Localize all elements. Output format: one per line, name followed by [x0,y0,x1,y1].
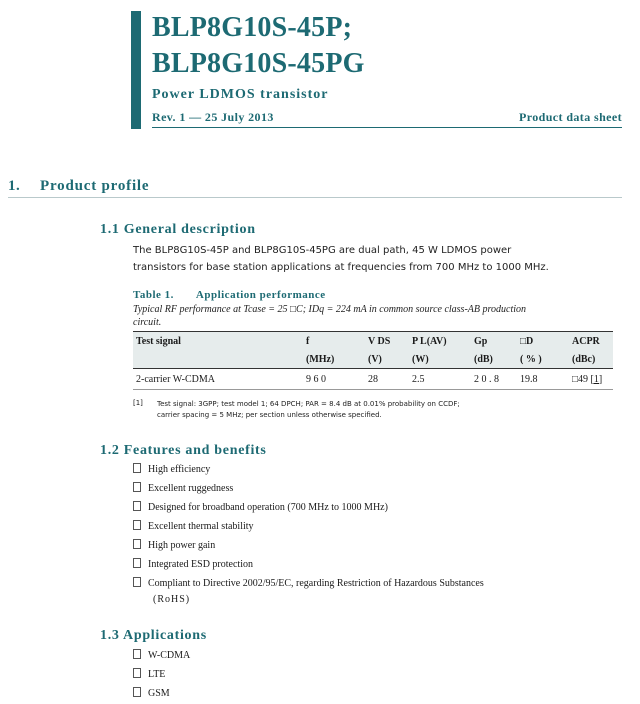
bullet-box-icon [133,520,141,530]
document-title-line-1: BLP8G10S-45P; [152,12,353,43]
document-subtitle: Power LDMOS transistor [152,87,329,102]
section-title: Product profile [40,178,150,194]
table-cell: 2 0 . 8 [471,369,517,390]
section-divider [8,197,622,198]
table-header-cell: f [306,335,310,347]
list-item-label: Compliant to Directive 2002/95/EC, regarding Restriction of Hazardous Substances [148,578,484,589]
footnote-reference-link[interactable]: [1] [590,373,603,385]
general-description-line-2: transistors for base station applications at frequencies from 700 MHz to 1000 MHz. [133,262,549,273]
list-item [133,646,190,665]
general-description-line-1: The BLP8G10S-45P and BLP8G10S-45PG are dual path, 45 W LDMOS power [133,245,512,256]
list-item-label: Excellent ruggedness [148,483,234,494]
applications-heading: 1.3 Applications [100,628,207,643]
table-cell: 2-carrier W-CDMA [133,369,303,390]
table-cell: 2.5 [409,369,471,390]
bullet-box-icon [133,463,141,473]
table-unit-cell: (dBc) [572,353,596,365]
footnote [157,399,537,421]
table-note-line-1: Typical RF performance at Tcase = 25 □C; IDq = 224 mA in common source class-AB production [133,304,527,315]
table-header-cell: □D [520,335,534,347]
table-note [133,303,533,329]
table-unit-cell: (V) [368,353,382,365]
table-header-cell: P L(AV) [412,335,447,347]
features-heading: 1.2 Features and benefits [100,443,267,458]
table-unit-cell [133,350,303,369]
bullet-box-icon [133,649,141,659]
footnote-line-2: carrier spacing = 5 MHz; per section unless otherwise specified. [157,411,382,419]
bullet-box-icon [133,687,141,697]
list-item [133,479,484,498]
list-item [133,684,190,703]
bullet-box-icon [133,482,141,492]
list-item-label: High power gain [148,540,216,551]
general-description-heading: 1.1 General description [100,222,256,237]
list-item-label: Integrated ESD protection [148,559,253,570]
list-item [133,665,190,684]
list-item [133,555,484,574]
table-units-row [133,350,613,369]
header-divider [152,127,622,128]
list-item [133,574,484,593]
table-unit-cell: (W) [412,353,429,365]
table-header-cell: ACPR [572,335,600,347]
footnote-line-1: Test signal: 3GPP; test model 1; 64 DPCH; PAR = 8.4 dB at 0.01% probability on CCDF; [157,400,460,408]
table-caption-title: Application performance [195,289,326,301]
revision-label: Rev. 1 — 25 July 2013 [152,110,274,124]
list-item-label: Designed for broadband operation (700 MHz to 1000 MHz) [148,502,388,513]
table-header-row [133,332,613,351]
list-item [133,460,484,479]
table-note-line-2: circuit. [133,317,162,328]
table-cell: 28 [365,369,409,390]
applications-list [133,646,190,703]
bullet-box-icon [133,577,141,587]
features-list [133,460,484,593]
table-caption-number: Table 1. [133,289,174,301]
table-header-cell: V DS [368,335,391,347]
list-item-label: W-CDMA [148,650,191,661]
document-title-line-2: BLP8G10S-45PG [152,48,365,79]
table-cell [569,369,613,390]
table-caption [133,289,326,301]
list-item [133,536,484,555]
bullet-box-icon [133,558,141,568]
list-item-label: Excellent thermal stability [148,521,254,532]
document-type-label: Product data sheet [519,110,622,124]
bullet-box-icon [133,501,141,511]
list-item [133,498,484,517]
bullet-box-icon [133,668,141,678]
table-row [133,369,613,390]
table-header-cell: Test signal [136,335,181,347]
application-performance-table [133,331,613,390]
acpr-value: □49 [572,373,589,385]
list-item-label: GSM [148,688,170,699]
rohs-continuation: (RoHS) [153,594,191,605]
table-cell: 9 6 0 [303,369,365,390]
table-cell: 19.8 [517,369,569,390]
list-item [133,517,484,536]
list-item-label: High efficiency [148,464,211,475]
section-number: 1. [8,178,21,194]
footnote-mark: [1] [133,399,143,407]
table-unit-cell: ( % ) [520,353,542,365]
table-unit-cell: (MHz) [306,353,335,365]
header-accent-bar [131,11,141,129]
list-item-label: LTE [148,669,166,680]
bullet-box-icon [133,539,141,549]
table-unit-cell: (dB) [474,353,493,365]
table-header-cell: Gp [474,335,488,347]
